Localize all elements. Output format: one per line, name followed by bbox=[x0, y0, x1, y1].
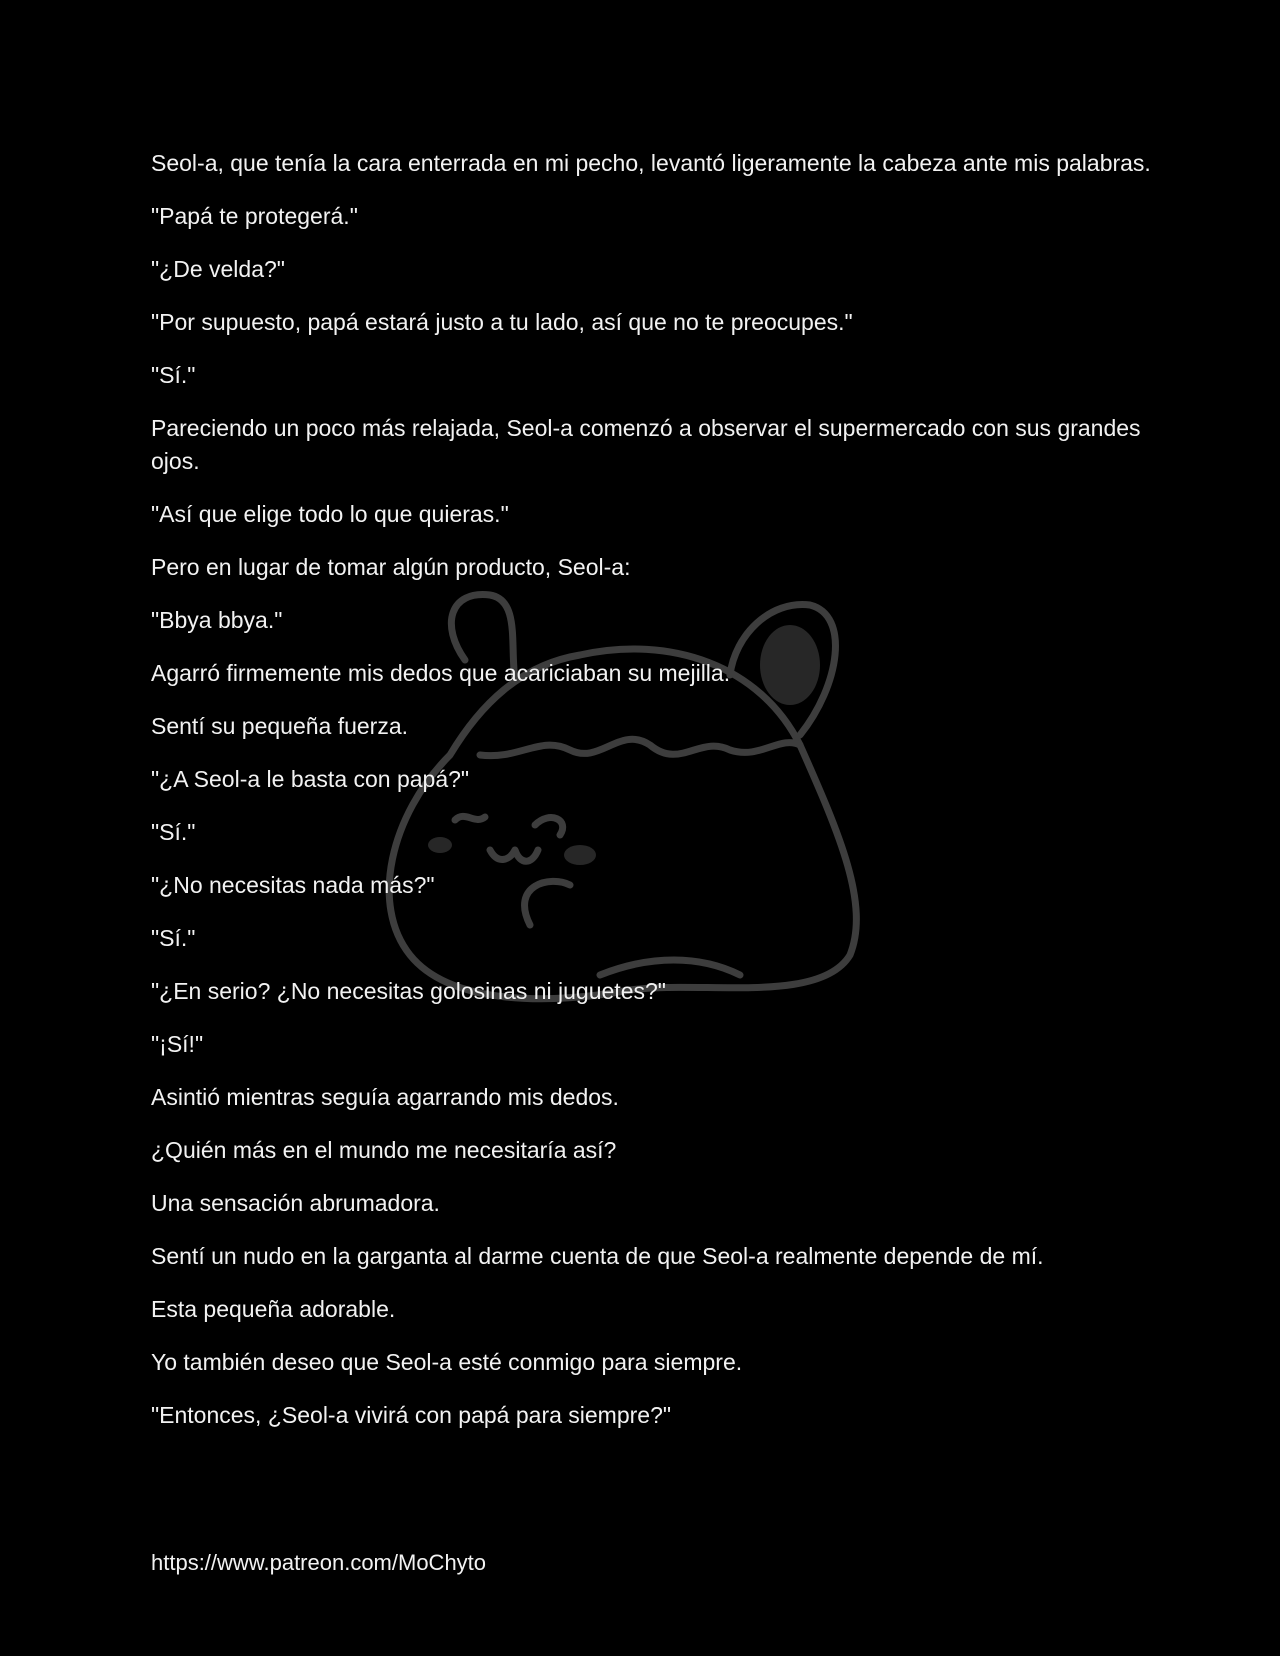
paragraph: "Sí." bbox=[151, 362, 196, 388]
paragraph: "Bbya bbya." bbox=[151, 607, 283, 633]
paragraph: Pero en lugar de tomar algún producto, Seol-a: bbox=[151, 554, 631, 580]
paragraph: ¿Quién más en el mundo me necesitaría así? bbox=[151, 1137, 617, 1163]
paragraph: "Entonces, ¿Seol-a vivirá con papá para siempre?" bbox=[151, 1402, 672, 1428]
paragraph: Sentí su pequeña fuerza. bbox=[151, 713, 409, 739]
paragraph: Seol-a, que tenía la cara enterrada en mi pecho, levantó ligeramente la cabeza ante mis palabras. bbox=[151, 150, 1151, 176]
paragraph: "Por supuesto, papá estará justo a tu lado, así que no te preocupes." bbox=[151, 309, 853, 335]
paragraph: "Sí." bbox=[151, 925, 196, 951]
paragraph: "Sí." bbox=[151, 819, 196, 845]
paragraph: "¿A Seol-a le basta con papá?" bbox=[151, 766, 470, 792]
paragraph: Yo también deseo que Seol-a esté conmigo para siempre. bbox=[151, 1349, 743, 1375]
paragraph: "¿En serio? ¿No necesitas golosinas ni juguetes?" bbox=[151, 978, 666, 1004]
paragraph: "Papá te protegerá." bbox=[151, 203, 358, 229]
paragraph: "¿No necesitas nada más?" bbox=[151, 872, 435, 898]
paragraph: Asintió mientras seguía agarrando mis dedos. bbox=[151, 1084, 619, 1110]
paragraph: "¡Sí!" bbox=[151, 1031, 204, 1057]
paragraph: Una sensación abrumadora. bbox=[151, 1190, 440, 1216]
patreon-link[interactable]: https://www.patreon.com/MoChyto bbox=[151, 1550, 487, 1575]
paragraph: Sentí un nudo en la garganta al darme cuenta de que Seol-a realmente depende de mí. bbox=[151, 1243, 1044, 1269]
paragraph: "¿De velda?" bbox=[151, 256, 285, 282]
paragraph: "Así que elige todo lo que quieras." bbox=[151, 501, 509, 527]
chapter-text bbox=[151, 147, 1151, 1452]
paragraph: Esta pequeña adorable. bbox=[151, 1296, 396, 1322]
paragraph: Pareciendo un poco más relajada, Seol-a comenzó a observar el supermercado con sus grandes ojos. bbox=[151, 415, 1141, 474]
paragraph: Agarró firmemente mis dedos que acariciaban su mejilla. bbox=[151, 660, 731, 686]
